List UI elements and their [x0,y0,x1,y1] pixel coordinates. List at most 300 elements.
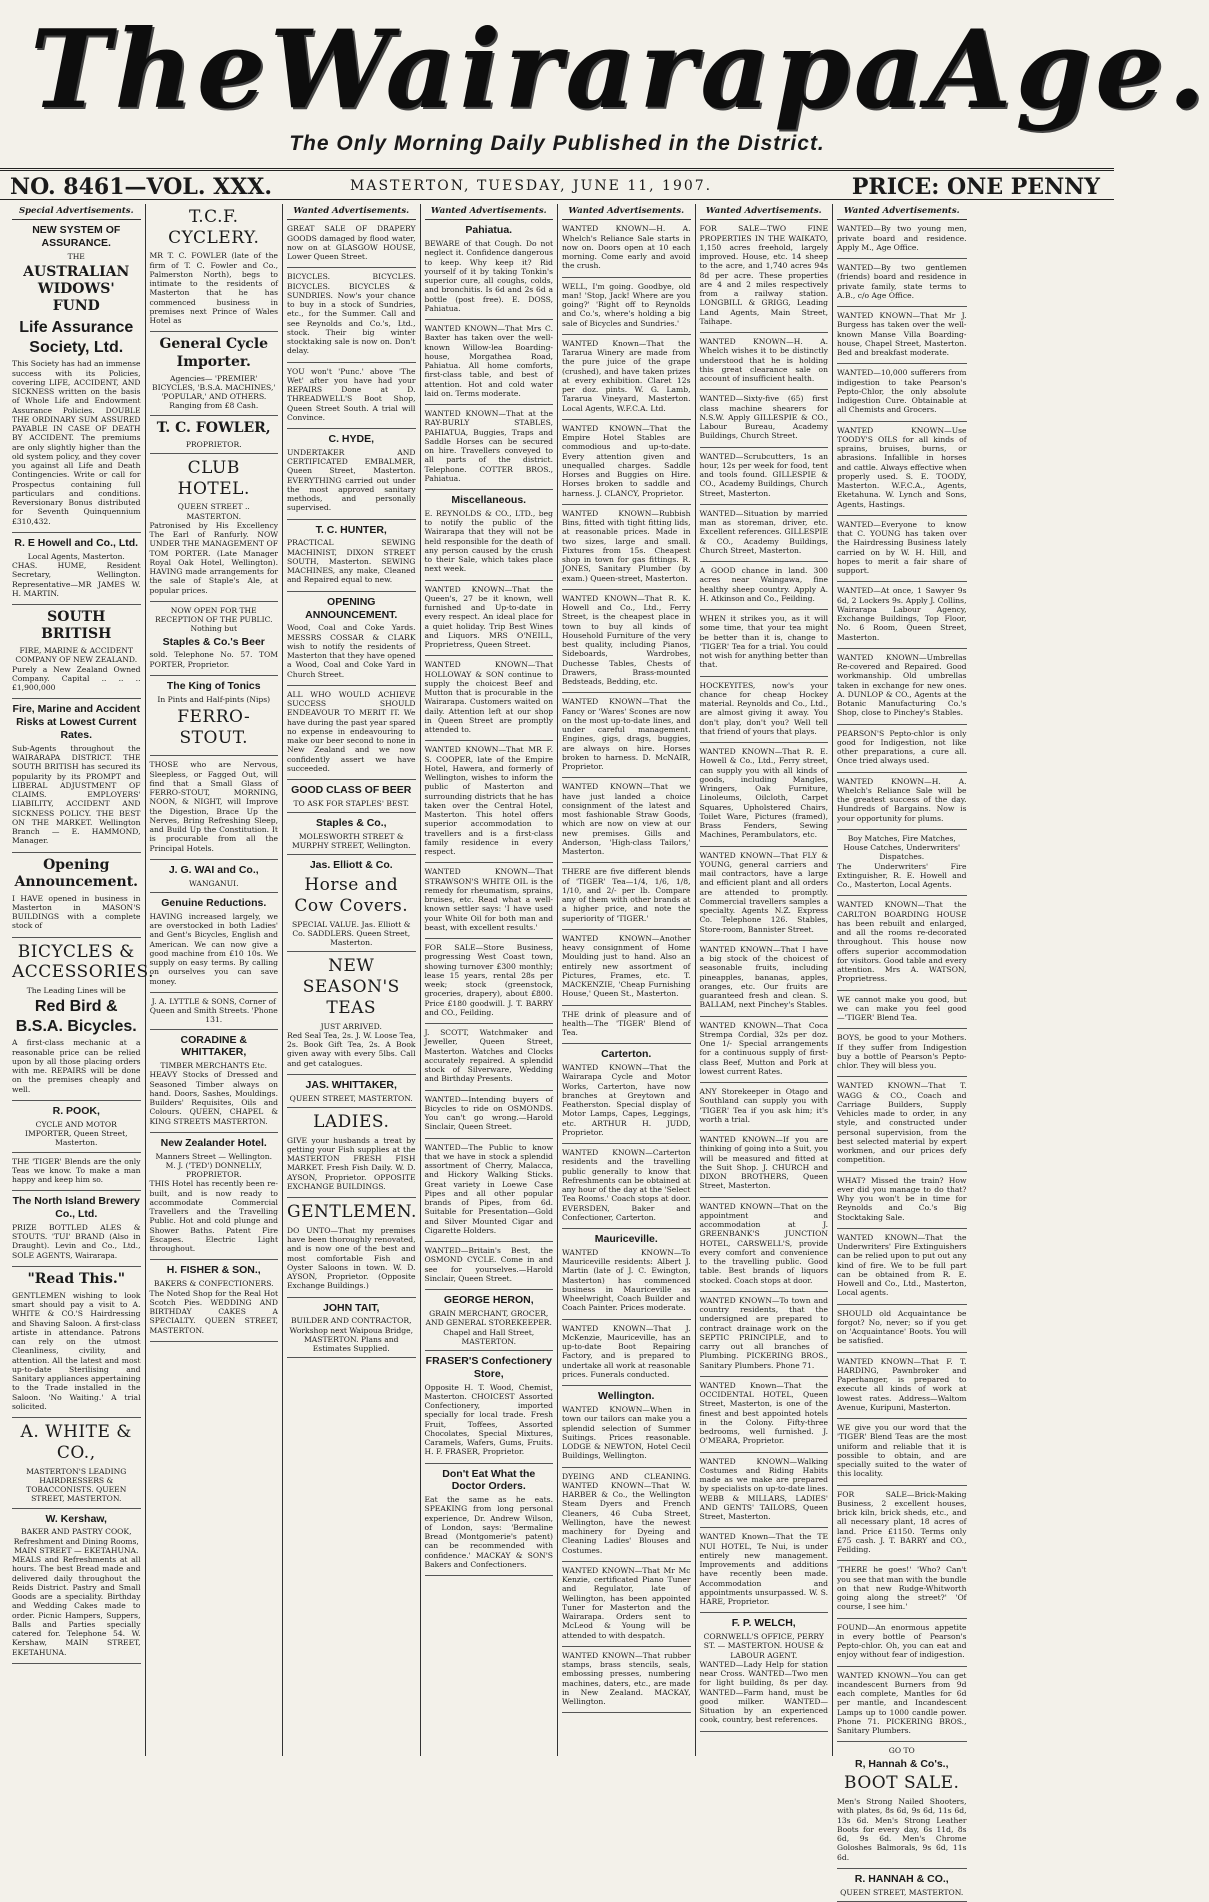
ad-p: The Noted Shop for the Real Hot Scotch Pies. WEDDING AND BIRTHDAY CAKES A SPECIALTY. QUEEN STREET, MASTERTON. [149,1288,278,1335]
advertisement [837,1033,967,1077]
ad-c: MOLESWORTH STREET & MURPHY STREET, Wellington. [291,831,411,851]
ad-h2: "Read This." [27,1270,126,1287]
advertisement [150,458,279,602]
ad-h3: The North Island Brewery Co., Ltd. [12,1195,140,1221]
advertisement [700,614,829,677]
advertisement [150,606,279,676]
advertisement [12,1422,141,1508]
ad-c: CYCLE AND MOTOR IMPORTER, Queen Street, Masterton. [24,1119,128,1148]
ad-c: NOW OPEN FOR THE RECEPTION OF THE PUBLIC. Nothing but [154,605,273,634]
ad-p: A first-class mechanic at a reasonable price can be relied upon by all those placing orders with me. REPAIRS will be done on the premises cheaply and well. [12,1038,141,1094]
advertisement [12,1513,141,1664]
advertisement [287,1202,416,1297]
issue-date: MASTERTON, TUESDAY, JUNE 11, 1907. [350,178,713,194]
ad-c: PROPRIETOR. [185,439,242,449]
advertisement [150,997,279,1030]
advertisement [425,943,554,1024]
advertisement [562,1390,691,1467]
ad-p: WANTED KNOWN—To town and country residents, that the undersigned are prepared to contract drainage work on the SEPTIC PRINCIPLE, and to carry out all branches of Plumbing. PICKERING BROS., Sanitary Plumbers. Phone 71. [699,1295,828,1370]
advertisement [700,1021,829,1084]
advertisement [562,1010,691,1045]
ad-p: J. SCOTT, Watchmaker and Jeweller, Queen Street, Masterton. Watches and Clocks accurately repaired. A splendid stock of Silverware, Wedding and Birthday Presents. [424,1028,553,1084]
ad-p: WANTED KNOWN—That rubber stamps, brass stencils, seals, embossing presses, numbering machines, daters, etc., are made in New Zealand. MACKAY, Wellington. [562,1650,691,1706]
advertisement [700,851,829,941]
ad-big: T.C.F. CYCLERY. [168,207,260,248]
advertisement [837,224,967,259]
advertisement [287,1112,416,1198]
advertisement [12,1157,141,1192]
ad-h3: FRASER'S Confectionery Store, [425,1355,552,1380]
ad-c: Agencies— 'PREMIER' BICYCLES, 'B.S.A. MACHINES,' 'POPULAR,' AND OTHERS. Ranging from £8 Cash. [152,373,276,411]
advertisement [700,945,829,1017]
advertisement [287,1302,416,1359]
ad-p: THE 'TIGER' Blends are the only Teas we know. To make a man happy and keep him so. [12,1156,141,1185]
advertisement [150,336,279,415]
ad-c: FIRE, MARINE & ACCIDENT COMPANY OF NEW ZEALAND. [15,646,138,665]
ad-p: WANTED—By two gentlemen (friends) board and residence in private family, state terms to A.B., c/o Age Office. [837,263,967,300]
advertisement [700,1381,829,1453]
advertisement [562,1048,691,1144]
ad-p: THIS Hotel has recently been re-built, and is now ready to accommodate Commercial Travellers and the Travelling Public. Hot and cold plunge and Shower Baths. Patent Fire Escapes. Electric Light throughout. [149,1179,278,1254]
advertisement [287,433,416,520]
ad-p: WANTED KNOWN—That FLY & YOUNG, general carriers and mail contractors, have a large and efficient plant and all orders are attended to promptly. Commercial travellers samples a specialty. Agents N.Z. Express Co. Telephone 126. Stables, Store-room, Bannister Street. [699,850,828,934]
ad-p: BICYCLES. BICYCLES. BICYCLES. BICYCLES & SUNDRIES. Now's your chance to buy in a stock of Sundries, etc., for the Summer. Call and see Reynolds and Co.'s, Ltd., stock. Their big winter stocktaking sale is now on. Don't delay. [287,272,416,356]
ad-p: SHOULD old Acquaintance be forgot? No, never; so if you get on 'Acquaintance' Boots. You will be satisfied. [837,1308,967,1346]
column-heading: Wanted Advertisements. [425,204,554,220]
ad-big: FERRO-STOUT. [177,707,251,748]
ad-big: BOOT SALE. [844,1773,960,1794]
ad-c: In Pints and Half-pints (Nips) [157,694,271,704]
ad-p: WANTED KNOWN—Walking Costumes and Riding Habits made as we make are prepared by specialists on up-to-date lines. WEBB & MILLARS, LADIES' AND GENTS' TAILORS, Queen Street, Masterton. [699,1456,828,1522]
ad-big: A. WHITE & CO., [20,1422,132,1463]
ad-p: WANTED KNOWN—That the Queen's, 27 be it known, well furnished and Up-to-date in every respect. An ideal place for a quiet holiday. Trip Best Wines and Liquors. MRS O'NEILL, Proprietress, Queen Street. [424,584,553,650]
ad-p: ALL WHO WOULD ACHIEVE SUCCESS SHOULD ENDEAVOUR TO MERIT IT. We have during the past year spared no expense in endeavouring to make our beer second to none in New Zealand and we now confidently assert we have succeeded. [287,689,416,773]
ad-p: THERE are five different blends of 'TIGER' Tea—1/4, 1/6, 1/8, 1/10, and 2/- per lb. Compare any of them with other brands at a higher price, and note the superiority of 'TIGER.' [562,867,691,923]
ad-c: CORNWELL'S OFFICE, PERRY ST. — MASTERTON. HOUSE & LABOUR AGENT. [703,1632,824,1660]
ad-h3: H. FISHER & SON., [166,1264,261,1277]
advertisement [150,207,279,332]
ad-p: Sub-Agents throughout the WAIRARAPA DISTRICT. THE SOUTH BRITISH has secured its popularity by its PROMPT and LIBERAL ADJUSTMENT OF CLAIMS. EMPLOYERS' LIABILITY, ACCIDENT AND SICKNESS POLICY. THE BEST ON THE MARKET. Wellington Branch — E. HAMMOND, Manager. [12,743,141,846]
advertisement [837,586,967,649]
advertisement [562,1472,691,1562]
ad-h2: T. C. FOWLER, [156,419,271,436]
advertisement [837,1233,967,1305]
ad-c: JUST ARRIVED. [320,1021,382,1031]
advertisement [562,867,691,930]
ad-p: FOR SALE—TWO FINE PROPERTIES IN THE WAIKATO, 1,150 acres freehold, largely improved. House, etc. 14 sheep to the acre, and 1,740 acres 94s 8d per acre. These properties are 4 and 2 miles respectively from a railway station. LONGBILL & GRIGG, Leading Land Agents, Main Street, Taihape. [699,224,828,326]
advertisement [562,1566,691,1647]
ad-h2: SOUTH BRITISH [41,609,112,643]
ad-h3: Staples & Co., [315,817,387,830]
ad-p: Men's Strong Nailed Shooters, with plates, 8s 6d, 9s 6d, 11s 6d, 13s 6d. Men's Strong Leather Boots for every day, 6s 11d, 8s 6d, 9s 6d. Men's Chrome Goloshes Balmorals, 9s 6d, 11s 6d. [837,1797,967,1862]
ad-c: QUEEN STREET .. MASTERTON. [177,502,250,521]
advertisement [12,941,154,1101]
advertisement [150,680,279,757]
advertisement [700,224,829,333]
ad-p: GIVE your husbands a treat by getting your Fish supplies at the MASTERTON FRESH FISH MARKET. Fresh Fish Daily. W. D. AYSON, Proprietor. OPPOSITE EXCHANGE BUILDINGS. [287,1135,416,1191]
advertisement [425,867,554,939]
ad-p: FOR SALE—Brick-Making Business, 2 excellent houses, brick kiln, brick sheds, etc., and all necessary plant, 18 acres of land. Price £1150. Terms only £75 cash. J. T. BARRY and CO., Feilding. [837,1489,967,1555]
ad-p: Patronised by His Excellency The Earl of Ranfurly. NOW UNDER THE MANAGEMENT OF TOM PORTER. (Late Manager Royal Oak Hotel, Wellington). HAVING made arrangements for the sale of Staple's Ale, at popular prices. [149,520,278,595]
tagline: The Only Morning Daily Published in the District. [289,132,825,155]
newspaper-title [30,7,1209,133]
ad-h3: R. HANNAH & CO., [854,1872,949,1885]
advertisement [425,1028,554,1091]
column-7 [833,204,971,1897]
advertisement [425,1355,554,1464]
advertisement [425,1095,554,1139]
ad-p: WANTED KNOWN—That STRAWSON'S WHITE OIL is the remedy for rheumatism, sprains, bruises, etc. Read what a well-known settler says: 'I have used your White Oil for both man and beast, with excellent results.' [424,867,553,932]
ad-c: Local Agents, Masterton. [27,551,125,561]
title-word-2: Wairarapa [269,7,928,133]
ad-p: WELL, I'm going. Goodbye, old man! 'Stop, Jack! Where are you going?' 'Right off to Reynolds and Co.'s, where's holding a big sale of Bicycles and Sundries.' [562,281,691,328]
advertisement [425,1468,554,1577]
advertisement [12,537,141,605]
advertisement [700,1202,829,1292]
ad-h3: JOHN TAIT, [323,1301,380,1314]
advertisement [700,1135,829,1198]
ad-h3: Mauriceville. [594,1233,658,1246]
ad-p: WANTED KNOWN—That HOLLOWAY & SON continue to supply the choicest Beef and Mutton that is procurable in the Wairarapa. Customers waited on daily. Attention left at our shop in Queen Street are promptly attended to. [424,660,553,735]
advertisement [700,1457,829,1529]
ad-h3: F. P. WELCH, [731,1617,796,1630]
ad-p: WE cannot make you good, but we can make you feel good—'TIGER' Blend Tea. [837,994,967,1023]
ad-h3: GOOD CLASS OF BEER [291,784,412,797]
ad-p: PRIZE BOTTLED ALES & STOUTS. 'TUI' BRAND (Also in Draught). Levin and Co., Ltd., SOLE AGENTS, Wairarapa. [12,1222,141,1260]
ad-h2: General Cycle Importer. [159,336,269,370]
advertisement [562,509,691,590]
ad-c: THE [67,251,85,261]
advertisement [12,857,141,938]
ad-p: WANTED KNOWN—That R. K. Howell and Co., Ltd., Ferry Street, is the cheapest place in town to buy all kinds of Household Furniture of the very best quality, including Pianos, Sideboards, Wardrobes, Duchesse Tables, Chests of Drawers, Brass-mounted Bedsteads, Bedding, etc. [562,593,691,687]
advertisement [287,817,416,855]
ad-p: WANTED Known—That the Tararua Winery are made from the pure juice of the grape (crushed), and have taken prizes at every exhibition. Claret 12s per doz. pints. W. G. Lamb, Tararua Vineyard, Masterton. Local Agents, W.F.C.A. Ltd. [562,338,691,413]
advertisement [837,1357,967,1420]
ad-p: WANTED KNOWN—H. A. Whelch wishes it to be distinctly understood that he is holding this great clearance sale on account of insufficient health. [699,337,828,384]
ad-p: 'THERE he goes!' 'Who? Can't you see that man with the bundle on that new Rudge-Whitworth going along the street?' 'Of course, I see him.' [837,1565,967,1612]
ad-p: FOUND—An enormous appetite in every bottle of Pearson's Pepto-chlor. Oh, you can eat and enjoy without fear of indigestion. [837,1622,967,1660]
ad-p: E. REYNOLDS & CO., LTD., beg to notify the public of the Wairarapa that they will not be held responsible for the death of any person caused by the crush to their Sale, which takes place next week. [424,508,553,574]
ad-big: NEW SEASON'S TEAS [302,956,400,1018]
advertisement [700,509,829,562]
ad-p: WHAT? Missed the train? How ever did you manage to do that? Why you won't be in time for Reynolds and Co.'s Big Stocktaking Sale. [837,1175,967,1222]
advertisement [562,424,691,505]
advertisement [700,1532,829,1613]
ad-p: WANTED KNOWN—That at the RAY-BURLY STABLES, PAHIATUA, Buggies, Traps and Saddle Horses can be secured on hire. Travellers conveyed to all parts of the district. Telephone. COTTER BROS., Pahiatua. [424,409,553,483]
column-heading: Wanted Advertisements. [837,204,967,220]
ad-p: WANTED KNOWN—You can get incandescent Burners from 9d each complete, Mantles for 6d per mantle, and Incandescent Lamps up to 1000 candle power. Phone 71. PICKERING BROS., Sanitary Plumbers. [837,1670,967,1736]
advertisement [425,1143,554,1243]
advertisement [837,1565,967,1618]
ad-p: WANTED Known—That the OCCIDENTAL HOTEL, Queen Street, Masterton, is one of the finest and best appointed hotels in the Colony. Fifty-three bedrooms, well furnished. J. O'MEARA, Proprietor. [699,1380,828,1446]
advertisement [287,224,416,268]
ad-p: WANTED KNOWN—That the Empire Hotel Stables are commodious and up-to-date. Every attention given and unequalled charges. Saddle Horses and Buggies on Hire. Horses broken to saddle and harness. J. CLANCY, Proprietor. [562,423,691,498]
advertisement [837,1623,967,1667]
ad-p: WANTED KNOWN—That the Fancy or 'Wares' Scones are now on the most up-to-date lines, and under careful management. Engines, gigs, drags, buggies, are always on hire. Horses broken to harness. D. McNAIR, Proprietor. [562,697,691,772]
ad-p: WANTED KNOWN—That MR F. S. COOPER, late of the Empire Hotel, Hawera, and formerly of Wellington, wishes to inform the public of Masterton and surrounding districts that he has taken over the Central Hotel, Masterton. This hotel offers superior accommodation to travellers and is a first-class family residence in every respect. [424,745,553,857]
ad-p: BEWARE of that Cough. Do not neglect it. Confidence dangerous to keep. Why keep it? Rid yourself of it by taking Tonkin's superior cure, all coughs, colds, and bronchitis. Is 6d and 2s 6d a bottle (post free). E. DOSS, Pahiatua. [424,239,553,313]
ad-p: A GOOD chance in land. 300 acres near Waingawa, fine healthy sheep country. Apply A. H. Atkinson and Co., Feilding. [699,566,828,603]
advertisement [700,337,829,390]
ad-h3: The King of Tonics [166,679,261,692]
ad-big: LADIES. [313,1111,390,1132]
ad-p: WANTED—By two young men, private board and residence. Apply M., Age Office. [837,224,967,252]
advertisement [12,1271,141,1418]
ad-h3: JAS. WHITTAKER, [305,1078,397,1091]
advertisement [837,1081,967,1171]
ad-p: WANTED KNOWN—Use TOODY'S OILS for all kinds of sprains, bruises, burns, or abrasions. Infallible in horses and cattle. Always effective when properly used. S. E. TOODY, Masterton. W.F.C.A., Agents, Eketahuna. W. Lynch and Sons, Agents, Hastings. [837,425,967,509]
advertisement [837,1490,967,1562]
ad-h3: Staples & Co.'s Beer [162,635,265,648]
ad-p: YOU won't 'Punc.' above 'The Wet' after you have had your REPAIRS Done at D. THREADWELL'S Boot Shop, Queen Street South. A trial will Convince. [287,366,416,422]
advertisement [837,1309,967,1353]
advertisement [150,1034,279,1133]
ad-p: UNDERTAKER AND CERTIFICATED EMBALMER, Queen Street, Masterton. EVERYTHING carried out under the most approved sanitary methods, and personally supervised. [287,447,416,513]
ad-c: GO TO [888,1746,915,1756]
ad-p: WANTED KNOWN—If you are thinking of going into a Suit, you will be measured and fitted at the Suit Shop. J. CHURCH and DIXON BROTHERS, Queen Street, Masterton. [699,1135,828,1191]
ad-p: MEALS and Refreshments at all hours. The best Bread made and delivered daily throughout the Reids District. Pastry and Small Goods are a speciality. Birthday and Wedding Cakes made to order. Picnic Hampers, Suppers, Balls and Parties specially catered for. Telephone 54. W. Kershaw, MAIN STREET, EKETAHUNA. [12,1555,141,1657]
column-3 [283,204,421,1756]
ad-p: GREAT SALE OF DRAPERY GOODS damaged by flood water, now on at GLASGOW HOUSE, Lower Queen Street. [287,224,416,262]
advertisement [562,1148,691,1229]
ad-p: CHAS. HUME, Resident Secretary, Wellington. Representative—MR JAMES W. H. MARTIN. [12,561,141,598]
ad-p: WANTED KNOWN—That Coca Strempa Cordial, 32s per doz. One 1/- Special arrangements for a continuous supply of first-class Beef, Mutton and Pork at lowest current Rates. [699,1020,828,1076]
advertisement [837,368,967,421]
ad-p: WANTED KNOWN—Umbrellas Re-covered and Repaired. Good workmanship. Old umbrellas taken in exchange for new ones. A. DUNLOP & CO., Agents at the Botanic Manufacturing Co.'s Shop, close to Pinchey's Stables. [837,652,967,718]
ad-c: BAKERS & CONFECTIONERS. [153,1279,274,1289]
ad-h3: GEORGE HERON, [443,1294,534,1307]
advertisement [837,834,967,897]
ad-p: This Society has had an immense success with its Policies, covering LIFE, ACCIDENT, AND SICKNESS written on the basis of Whole Life and Endowment Assurance Policies. DOUBLE THE ORDINARY SUM ASSURED PAYABLE IN CASE OF DEATH BY ACCIDENT. The premiums are only slightly higher than the old system policy, and they cover you against all Life and Death Contingencies. Write or call for Prospectus containing full particulars and conditions. Reversionary Bonus distributed for Seventh Quinquennium £310,432. [12,359,141,526]
advertisement [837,311,967,364]
ad-p: WHEN it strikes you, as it will some time, that your tea might be better than it is, change to 'TIGER' Tea for a trial. You could not wish for anything better than that. [699,614,828,670]
advertisement [562,1233,691,1320]
ad-brand: Life Assurance Society, Ltd. [19,319,134,356]
ad-h2: AUSTRALIAN WIDOWS' FUND [23,264,130,315]
advertisement [150,864,279,893]
ad-p: WANTED Known—That the TE NUI HOTEL, Te Nui, is under entirely new management. Improvements and additions have recently been made. Accommodation and appointments unsurpassed. W. S. HARE, Proprietor. [699,1532,828,1607]
ad-h3: Don't Eat What the Doctor Orders. [442,1467,536,1493]
ad-h3: NEW SYSTEM OF ASSURANCE. [32,224,121,250]
advertisement [700,394,829,447]
ad-c: QUEEN STREET, MASTERTON. [840,1887,964,1897]
ad-p: MR T. C. FOWLER (late of the firm of T. C. Fowler and Co., Palmerston North), begs to intimate to the residents of Masterton that he has commenced business in premises next Prince of Wales Hotel as [149,251,278,326]
advertisement [837,1671,967,1743]
advertisement [150,420,279,454]
advertisement [700,566,829,610]
advertisement [425,494,554,581]
ad-p: ANY Storekeeper in Otago and Southland can supply you with 'TIGER' Tea if you ask him; it's worth a trial. [699,1087,828,1124]
advertisement [425,585,554,657]
advertisement [12,224,141,533]
ad-h3: New Zealander Hotel. [160,1136,267,1149]
column-1 [8,204,154,1756]
ad-h3: OPENING ANNOUNCEMENT. [305,595,398,621]
ad-p: WANTED—Everyone to know that C. YOUNG has taken over the Hairdressing Business lately carried on by W. H. Hill, and hopes to merit a fair share of support. [837,519,967,576]
ad-big: GENTLEMEN. [287,1202,417,1223]
ad-p: THE drink of pleasure and of health—The 'TIGER' Blend of Tea. [562,1009,691,1038]
advertisement [562,594,691,694]
column-heading: Wanted Advertisements. [287,204,416,220]
ad-c: QUEEN STREET, MASTERTON. [289,1093,413,1103]
ad-p: WANTED KNOWN—That I have a big stock of the choicest of seasonable fruits, including pineapples, bananas, apples, oranges, etc. Our fruits are guaranteed fresh and clean. S. BALLAM, next Pinchey's Stables. [699,944,828,1010]
advertisement [837,1176,967,1229]
ad-h3: Wellington. [598,1390,655,1403]
ad-p: WANTED KNOWN—That the CARLTON BOARDING HOUSE has been rebuilt and enlarged, and all the rooms re-decorated throughout. This house now offers superior accommodation for visitors. Good table and every attention. Mrs A. WATSON, Proprietress. [837,900,967,984]
ad-p: sold. Telephone No. 57. TOM PORTER, Proprietor. [149,650,278,669]
advertisement [287,690,416,780]
ad-p: WANTED KNOWN—To Mauriceville residents: Albert J. Martin (late of J. C. Ewington, Masterton) has commenced business in Mauriceville as Wheelwright, Coach Builder and Coach Painter. Prices moderate. [562,1247,691,1313]
issue-price: PRICE: ONE PENNY [851,174,1100,200]
column-2 [146,204,284,1756]
column-heading: Wanted Advertisements. [562,204,691,220]
ad-p: WANTED KNOWN—That Mr Mc Kenzie, certificated Piano Tuner and Regulator, late of Wellington, has been appointed Tuner for Masterton and the Wairarapa. Orders sent to McLeod & Young will be attended to with despatch. [562,1565,691,1640]
ad-p: WANTED—Sixty-five (65) first class machine shearers for N.S.W. Apply GILLESPIE & CO., Labour Bureau, Academy Buildings, Church Street. [699,394,828,441]
advertisement [700,1617,829,1731]
ad-p: I HAVE opened in business in Masterton in MASON'S BUILDINGS with a complete stock of [12,893,141,931]
advertisement [287,1079,416,1108]
advertisement [425,745,554,863]
ad-p: WANTED KNOWN—Carterton residents and the travelling public generally to know that Refreshments can be obtained at any hour of the day at the 'Select Tea Rooms.' Coach stops at door. EVERSDEN, Baker and Confectioner, Carterton. [562,1148,691,1222]
ad-p: Red Seal Tea, 2s. J. W. Loose Tea, 2s. Book Gift Tea, 2s. A Book given away with every 5lbs. Call and get catalogues. [287,1030,416,1068]
advertisement [562,339,691,420]
ad-p: Wood, Coal and Coke Yards. MESSRS COSSAR & CLARK wish to notify the residents of Masterton that they have opened a Wood, Coal and Coke Yard in Church Street. [287,623,416,679]
ad-p: GENTLEMEN wishing to look smart should pay a visit to A. WHITE & CO.'S Hairdressing and Shaving Saloon. A first-class artiste in attendance. Patrons can rely on the utmost Cleanliness, civility, and attention. All the latest and most up-to-date Sterilising and Sanitary appliances appertaining to the Trade installed in the Saloon. 'No Waiting.' A trial solicited. [12,1290,141,1411]
ad-h3: W. Kershaw, [45,1512,107,1525]
ad-p: WANTED—Lady Help for station near Cross. WANTED—Two men for light building, 8s per day. WANTED—Farm hand, must be good milker. WANTED—Situation by an experienced cook, country, best references. [699,1659,828,1725]
advertisement [700,1087,829,1131]
ad-h3: Fire, Marine and Accident Risks at Lowest Current Rates. [12,703,140,742]
ad-p: WANTED—10,000 sufferers from indigestion to take Pearson's Pepto-Chlor, the only absolute Indigestion Cure. Obtainable at all Chemists and Grocers. [837,368,967,415]
advertisement [562,782,691,863]
advertisement [700,747,829,847]
ad-h3: CORADINE & WHITTAKER, [180,1033,247,1059]
advertisement [287,367,416,430]
advertisement [837,1423,967,1486]
ad-p: PRACTICAL SEWING MACHINIST, DIXON STREET SOUTH, Masterton. SEWING MACHINES, any make, Cleaned and Repaired equal to new. [287,538,416,585]
column-heading: Special Advertisements. [12,204,141,220]
ad-h3: J. G. WAI and Co., [168,863,259,876]
ad-p: WANTED KNOWN—That F. T. HARDING, Pawnbroker and Paperhanger, is prepared to execute all kinds of work at lowest rates. Address—Waltom Avenue, Kuripuni, Masterton. [837,1356,967,1412]
ad-brand: Red Bird & B.S.A. Bicycles. [15,998,137,1035]
ad-p: HOCKEYITES, now's your chance for cheap Hockey material. Reynolds and Co., Ltd., are almost giving it away. You don't play, don't you? Well tell that friend of yours that plays. [699,680,828,736]
advertisement [837,729,967,773]
ad-p: WANTED KNOWN—That the Wairarapa Cycle and Motor Works, Carterton, have now branches at Greytown and Featherston. Special display of Motor Lamps, Capes, Leggings, etc. ARTHUR H. JUDD, Proprietor. [562,1063,691,1137]
ad-h3: Genuine Reductions. [161,897,267,910]
advertisement [562,282,691,335]
advertisement [12,609,141,699]
ad-c: TO ASK FOR STAPLES' BEST. [293,798,410,808]
advertisement [287,272,416,362]
advertisement [425,660,554,741]
advertisement [150,897,279,993]
advertisement [287,956,416,1074]
ad-c: Manners Street — Wellington. M. J. ('TED') DONNELLY, PROPRIETOR. [155,1151,272,1180]
issue-number: NO. 8461—VOL. XXX. [10,174,273,200]
ad-h3: Pahiatua. [465,224,513,237]
ad-p: HEAVY Stocks of Dressed and Seasoned Timber always on hand. Doors, Sashes, Mouldings. Builders' Requisites, Oils and Colours. QUEEN, CHAPEL & KING STREETS MASTERTON. [149,1070,278,1126]
ad-p: WANTED KNOWN—Rubbish Bins, fitted with tight fitting lids, at reasonable prices. Made in two sizes, large and small. Fixtures from 15s. Cheapest shop in town for gas fittings. R. JONES, Sanitary Plumber (by exam.) Queen-street, Masterton. [562,508,691,583]
ad-c: Boy Matches, Fire Matches, House Catches, Underwriters' Dispatches. [843,833,961,862]
ad-c: WANGANUI. [188,878,239,888]
advertisement [837,426,967,516]
advertisement [700,452,829,505]
advertisement [12,1105,141,1153]
advertisement [287,596,416,686]
issue-bar [0,168,1114,200]
advertisement [837,1746,967,1869]
title-word-1: The [30,7,270,133]
advertisement [837,1873,967,1902]
ad-p: WANTED—At once, 1 Sawyer 9s 6d, 2 Lockers 9s. Apply J. Collins, Wairarapa Labour Agency, Exchange Buildings, Top Floor, No. 6 Room, Queen Street, Masterton. [837,586,967,642]
ad-p: Eat the same as he eats. SPEAKING from long personal experience, Dr. Andrew Wilson, of London, says: 'Bermaline Bread (Montgomerie's patent) can be recommended with confidence.' MACKAY & SON'S Bakers and Confectioners. [424,1495,553,1569]
ad-c: SPECIAL VALUE. Jas. Elliott & Co. SADDLERS. Queen Street, Masterton. [292,919,411,948]
ad-h3: Carterton. [601,1048,652,1061]
advertisement [837,520,967,583]
column-heading: Wanted Advertisements. [700,204,829,220]
ad-p: WANTED KNOWN—That we have just landed a choice consignment of the latest and most fashionable Straw Goods, which are now on view at our new premises. Gills and Anderson, 'High-class Tailors,' Masterton. [562,782,691,857]
ad-c: TIMBER MERCHANTS Etc. [160,1061,268,1071]
advertisement [837,777,967,830]
ad-p: FOR SALE—Store Business, progressing West Coast town, showing turnover £300 monthly; lease 15 years, rental 28s per week; stock (greenstock, groceries, drapery), about £800. Price £180 goodwill. J. T. BARRY and CO., Feilding. [424,943,553,1017]
advertisement [425,224,554,320]
ad-p: WANTED—Scrubcutters, 1s an hour, 12s per week for food, tent and tools found. GILLESPIE & CO., Academy Buildings, Church Street, Masterton. [699,451,828,498]
ad-c: BAKER AND PASTRY COOK, Refreshment and Dining Rooms, MAIN STREET — EKETAHUNA. [13,1527,139,1555]
ad-p: BOYS, be good to your Mothers. If they suffer from Indigestion buy a bottle of Pearson's Pepto-chlor. They will bless you. [837,1033,967,1071]
ad-c: GRAIN MERCHANT, GROCER, AND GENERAL STOREKEEPER. Chapel and Hall Street, MASTERTON. [425,1309,552,1346]
advertisement [150,760,279,860]
advertisement [150,1264,279,1341]
ad-h3: Jas. Elliott & Co. [309,859,393,872]
ad-big: BICYCLES & ACCESSORIES. [12,941,154,983]
ad-big: Horse and Cow Covers. [294,875,409,916]
advertisement-columns [8,204,1108,1897]
advertisement [837,995,967,1030]
advertisement [837,263,967,307]
ad-p: WE give you our word that the 'TIGER' Blend Teas are the most uniform and reliable that it is possible to obtain, and are specially suited to the water of this locality. [837,1423,967,1479]
ad-p: WANTED—Situation by married man as storeman, driver, etc. Excellent references. GILLESPIE & CO., Academy Buildings, Church Street, Masterton. [699,508,828,555]
ad-h3: R. POOK, [52,1104,100,1117]
ad-c: BUILDER AND CONTRACTOR, Workshop next Waipoua Bridge, MASTERTON. Plans and Estimates Supplied. [289,1316,413,1354]
ad-h3: T. C. HUNTER, [315,523,387,536]
ad-p: WANTED KNOWN—That Mrs C. Baxter has taken over the well-known Willow-lea Boarding-house, Morgathea Road, Pahiatua. All home comforts, first-class table, and best of attention. Hot and cold water laid on. Terms moderate. [424,324,553,398]
ad-h3: R. E Howell and Co., Ltd. [14,536,139,549]
ad-big: CLUB HOTEL. [177,457,250,499]
ad-p: WANTED—Britain's Best, the OSMOND CYCLE. Come in and see for yourselves.—Harold Sinclair, Queen Street. [424,1246,553,1283]
ad-h2: Opening Announcement. [14,856,139,890]
advertisement [425,1294,554,1351]
ad-p: WANTED KNOWN—That the Underwriters' Fire Extinguishers can be relied upon to put out any kind of fire. We to be full part can be obtained from R. E. Howell and Co., Ltd., Masterton, Local agents. [837,1232,967,1298]
ad-p: WANTED KNOWN—That Mr J. Burgess has taken over the well-known Manse Villa Boarding-house, Chapel Street, Masterton. Bed and breakfast moderate. [837,311,967,358]
ad-c: J. A. LYTTLE & SONS, Corner of Queen and Smith Streets. 'Phone 131. [149,996,278,1025]
ad-h3: R, Hannah & Co's., [854,1757,949,1770]
column-4 [421,204,559,1756]
ad-p: HAVING increased largely, we are overstocked in both Ladies' and Gent's Bicycles, English and American. We can now give a good machine from £10 10s. We supply on easy terms. By calling on ourselves you can save money. [149,911,278,986]
advertisement [425,324,554,405]
ad-p: WANTED KNOWN—That J. McKenzie, Mauriceville, has an up-to-date Boot Repairing Factory, and is prepared to undertake all work at reasonable prices. Funerals conducted. [562,1323,691,1379]
advertisement [12,1195,141,1267]
advertisement [562,934,691,1006]
ad-p: PEARSON'S Pepto-chlor is only good for Indigestion, not like other preparations, a cure all. Once tried always used. [837,728,967,766]
advertisement [287,524,416,592]
ad-p: DYEING AND CLEANING. WANTED KNOWN—That W. HARBER & Co., the Wellington Steam Dyers and French Cleaners, 46 Cuba Street, Wellington, have the newest machinery for Dyeing and Cleaning Ladies' Blouses and Costumes. [562,1471,691,1555]
ad-p: Purely a New Zealand Owned Company. Capital .. .. .. £1,900,000 [12,664,141,693]
advertisement [425,409,554,490]
advertisement [837,653,967,725]
column-5 [558,204,696,1756]
ad-p: WANTED KNOWN—H. A. Whelch's Reliance Sale starts in now on. Doors open at 10 each morning. Come early and avoid the crush. [562,224,691,271]
ad-c: The Leading Lines will be [26,986,126,996]
